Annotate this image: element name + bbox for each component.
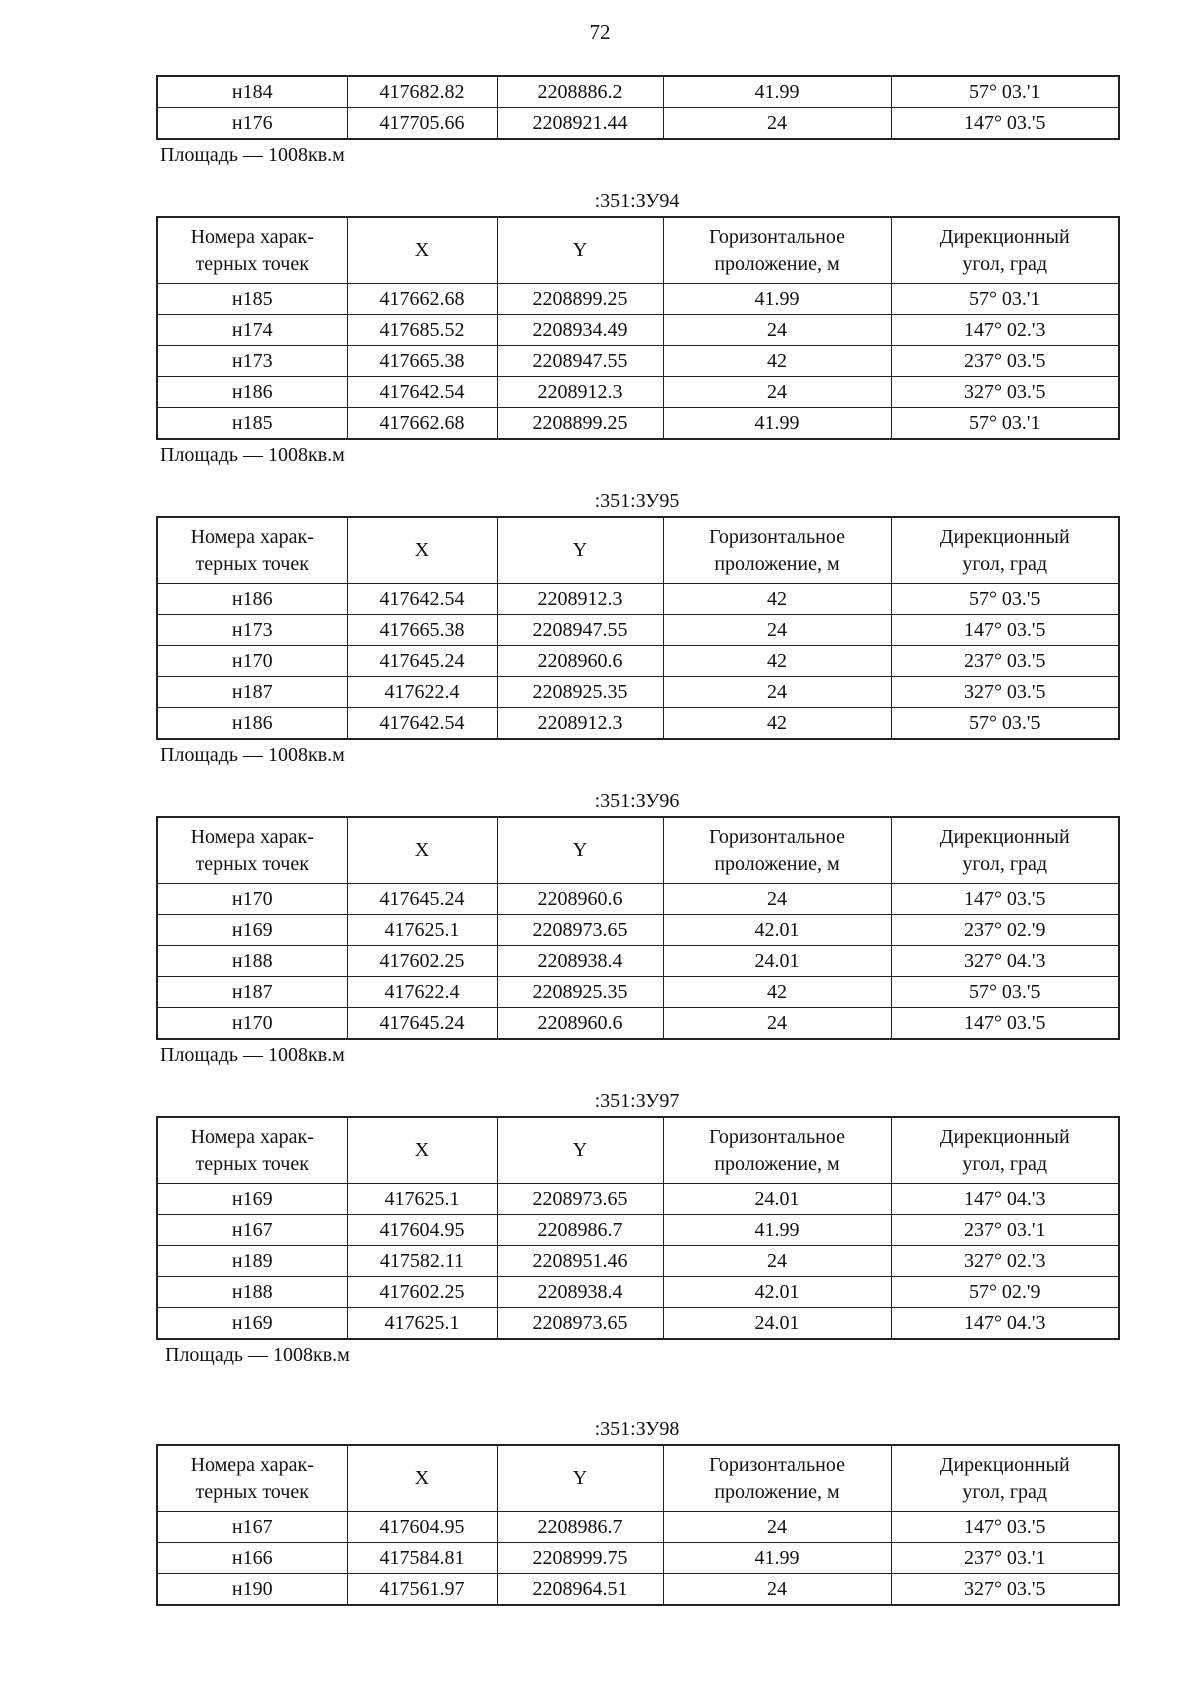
y-cell: 2208925.35 [497,977,663,1008]
x-cell: 417645.24 [347,1008,497,1040]
parcel-label: :351:ЗУ98 [594,1418,680,1440]
angle-cell: 327° 02.'3 [891,1246,1119,1277]
x-cell: 417561.97 [347,1574,497,1606]
angle-cell: 147° 03.'5 [891,108,1119,140]
point-number-cell: н186 [157,377,347,408]
header-horizontal-distance: Горизонтальное проложение, м [663,1117,891,1184]
angle-cell: 57° 03.'1 [891,76,1119,108]
x-cell: 417665.38 [347,615,497,646]
area-text: Площадь — 1008кв.м [160,1044,345,1066]
x-cell: 417622.4 [347,677,497,708]
point-number-cell: н169 [157,915,347,946]
distance-cell: 24 [663,1246,891,1277]
x-cell: 417602.25 [347,946,497,977]
point-number-cell: н167 [157,1215,347,1246]
angle-cell: 327° 03.'5 [891,677,1119,708]
distance-cell: 42 [663,346,891,377]
header-y: Y [497,517,663,584]
angle-cell: 57° 03.'1 [891,284,1119,315]
header-x: X [347,1117,497,1184]
spacer [156,770,1118,786]
x-cell: 417625.1 [347,1308,497,1340]
y-cell: 2208938.4 [497,1277,663,1308]
header-y: Y [497,1117,663,1184]
spacer [156,170,1118,186]
table-row [157,284,1119,315]
distance-cell: 24 [663,377,891,408]
point-number-cell: н189 [157,1246,347,1277]
x-cell: 417645.24 [347,646,497,677]
distance-cell: 42.01 [663,915,891,946]
angle-cell: 57° 03.'1 [891,408,1119,440]
table-row [157,708,1119,740]
spacer [156,1370,1118,1414]
header-point-numbers: Номера харак- терных точек [157,1117,347,1184]
header-horizontal-distance: Горизонтальное проложение, м [663,1445,891,1512]
table-row [157,1308,1119,1340]
point-number-cell: н170 [157,884,347,915]
y-cell: 2208964.51 [497,1574,663,1606]
area-text: Площадь — 1008кв.м [160,744,345,766]
header-direction-angle: Дирекционный угол, град [891,517,1119,584]
coordinates-table [156,816,1120,1040]
header-y: Y [497,217,663,284]
table-row [157,646,1119,677]
header-x: X [347,517,497,584]
y-cell: 2208960.6 [497,646,663,677]
y-cell: 2208912.3 [497,377,663,408]
y-cell: 2208986.7 [497,1215,663,1246]
point-number-cell: н188 [157,1277,347,1308]
x-cell: 417622.4 [347,977,497,1008]
x-cell: 417642.54 [347,377,497,408]
angle-cell: 57° 03.'5 [891,708,1119,740]
point-number-cell: н167 [157,1512,347,1543]
angle-cell: 237° 02.'9 [891,915,1119,946]
x-cell: 417642.54 [347,708,497,740]
distance-cell: 41.99 [663,76,891,108]
parcel-label: :351:ЗУ96 [594,790,680,812]
coordinates-table [156,216,1120,440]
point-number-cell: н166 [157,1543,347,1574]
header-y: Y [497,817,663,884]
point-number-cell: н187 [157,977,347,1008]
distance-cell: 41.99 [663,284,891,315]
angle-cell: 147° 03.'5 [891,884,1119,915]
coordinates-table [156,1444,1120,1606]
distance-cell: 24.01 [663,1308,891,1340]
angle-cell: 237° 03.'5 [891,346,1119,377]
table-row [157,915,1119,946]
point-number-cell: н169 [157,1308,347,1340]
x-cell: 417602.25 [347,1277,497,1308]
table-row [157,884,1119,915]
x-cell: 417584.81 [347,1543,497,1574]
angle-cell: 57° 03.'5 [891,977,1119,1008]
y-cell: 2208886.2 [497,76,663,108]
y-cell: 2208925.35 [497,677,663,708]
header-direction-angle: Дирекционный угол, град [891,1117,1119,1184]
table-header-row [157,1445,1119,1512]
x-cell: 417604.95 [347,1215,497,1246]
x-cell: 417625.1 [347,915,497,946]
point-number-cell: н173 [157,346,347,377]
header-x: X [347,1445,497,1512]
point-number-cell: н170 [157,1008,347,1040]
header-point-numbers: Номера харак- терных точек [157,517,347,584]
x-cell: 417682.82 [347,76,497,108]
table-row [157,76,1119,108]
y-cell: 2208947.55 [497,346,663,377]
spacer [156,1070,1118,1086]
angle-cell: 57° 02.'9 [891,1277,1119,1308]
header-horizontal-distance: Горизонтальное проложение, м [663,517,891,584]
spacer [156,470,1118,486]
distance-cell: 41.99 [663,1215,891,1246]
x-cell: 417642.54 [347,584,497,615]
angle-cell: 237° 03.'5 [891,646,1119,677]
distance-cell: 24.01 [663,946,891,977]
angle-cell: 147° 03.'5 [891,1008,1119,1040]
angle-cell: 147° 03.'5 [891,615,1119,646]
table-row [157,584,1119,615]
distance-cell: 24 [663,108,891,140]
header-horizontal-distance: Горизонтальное проложение, м [663,817,891,884]
table-row [157,346,1119,377]
point-number-cell: н188 [157,946,347,977]
angle-cell: 147° 04.'3 [891,1308,1119,1340]
angle-cell: 57° 03.'5 [891,584,1119,615]
angle-cell: 147° 03.'5 [891,1512,1119,1543]
header-x: X [347,217,497,284]
y-cell: 2208960.6 [497,1008,663,1040]
point-number-cell: н186 [157,708,347,740]
angle-cell: 327° 03.'5 [891,377,1119,408]
angle-cell: 237° 03.'1 [891,1543,1119,1574]
x-cell: 417665.38 [347,346,497,377]
y-cell: 2208899.25 [497,408,663,440]
header-horizontal-distance: Горизонтальное проложение, м [663,217,891,284]
y-cell: 2208921.44 [497,108,663,140]
distance-cell: 41.99 [663,1543,891,1574]
angle-cell: 147° 02.'3 [891,315,1119,346]
table-row [157,677,1119,708]
angle-cell: 237° 03.'1 [891,1215,1119,1246]
area-text: Площадь — 1008кв.м [160,144,345,166]
angle-cell: 327° 04.'3 [891,946,1119,977]
table-row [157,315,1119,346]
y-cell: 2208912.3 [497,584,663,615]
header-direction-angle: Дирекционный угол, град [891,1445,1119,1512]
distance-cell: 24 [663,315,891,346]
table-row [157,1512,1119,1543]
point-number-cell: н190 [157,1574,347,1606]
angle-cell: 327° 03.'5 [891,1574,1119,1606]
distance-cell: 41.99 [663,408,891,440]
distance-cell: 42.01 [663,1277,891,1308]
point-number-cell: н176 [157,108,347,140]
point-number-cell: н184 [157,76,347,108]
area-text: Площадь — 1008кв.м [160,444,345,466]
point-number-cell: н187 [157,677,347,708]
distance-cell: 24 [663,677,891,708]
x-cell: 417645.24 [347,884,497,915]
page-number: 72 [589,20,611,44]
y-cell: 2208934.49 [497,315,663,346]
y-cell: 2208986.7 [497,1512,663,1543]
y-cell: 2208947.55 [497,615,663,646]
coordinates-table [156,516,1120,740]
header-x: X [347,817,497,884]
distance-cell: 24 [663,615,891,646]
point-number-cell: н185 [157,284,347,315]
header-direction-angle: Дирекционный угол, град [891,217,1119,284]
y-cell: 2208999.75 [497,1543,663,1574]
header-point-numbers: Номера харак- терных точек [157,217,347,284]
point-number-cell: н186 [157,584,347,615]
point-number-cell: н169 [157,1184,347,1215]
x-cell: 417604.95 [347,1512,497,1543]
table-row [157,946,1119,977]
y-cell: 2208899.25 [497,284,663,315]
point-number-cell: н174 [157,315,347,346]
distance-cell: 42 [663,977,891,1008]
table-row [157,1184,1119,1215]
distance-cell: 42 [663,584,891,615]
point-number-cell: н185 [157,408,347,440]
table-row [157,977,1119,1008]
table-row [157,108,1119,140]
table-row [157,377,1119,408]
table-row [157,408,1119,440]
header-direction-angle: Дирекционный угол, град [891,817,1119,884]
distance-cell: 42 [663,646,891,677]
y-cell: 2208973.65 [497,1184,663,1215]
distance-cell: 24 [663,1574,891,1606]
table-row [157,1277,1119,1308]
table-header-row [157,217,1119,284]
table-row [157,1246,1119,1277]
table-row [157,615,1119,646]
document-body [156,75,1118,1606]
y-cell: 2208960.6 [497,884,663,915]
parcel-label: :351:ЗУ95 [594,490,680,512]
distance-cell: 42 [663,708,891,740]
coordinates-table [156,1116,1120,1340]
parcel-label: :351:ЗУ97 [594,1090,680,1112]
table-row [157,1574,1119,1606]
x-cell: 417685.52 [347,315,497,346]
x-cell: 417582.11 [347,1246,497,1277]
x-cell: 417705.66 [347,108,497,140]
x-cell: 417662.68 [347,408,497,440]
table-row [157,1008,1119,1040]
angle-cell: 147° 04.'3 [891,1184,1119,1215]
y-cell: 2208912.3 [497,708,663,740]
distance-cell: 24 [663,884,891,915]
table-row [157,1543,1119,1574]
header-point-numbers: Номера харак- терных точек [157,1445,347,1512]
y-cell: 2208973.65 [497,915,663,946]
header-point-numbers: Номера харак- терных точек [157,817,347,884]
point-number-cell: н170 [157,646,347,677]
table-header-row [157,817,1119,884]
header-y: Y [497,1445,663,1512]
distance-cell: 24 [663,1512,891,1543]
coordinates-table-continued [156,75,1120,140]
point-number-cell: н173 [157,615,347,646]
area-text: Площадь — 1008кв.м [165,1344,350,1366]
y-cell: 2208951.46 [497,1246,663,1277]
table-header-row [157,517,1119,584]
y-cell: 2208973.65 [497,1308,663,1340]
x-cell: 417625.1 [347,1184,497,1215]
distance-cell: 24 [663,1008,891,1040]
distance-cell: 24.01 [663,1184,891,1215]
table-header-row [157,1117,1119,1184]
table-row [157,1215,1119,1246]
parcel-label: :351:ЗУ94 [594,190,680,212]
x-cell: 417662.68 [347,284,497,315]
y-cell: 2208938.4 [497,946,663,977]
